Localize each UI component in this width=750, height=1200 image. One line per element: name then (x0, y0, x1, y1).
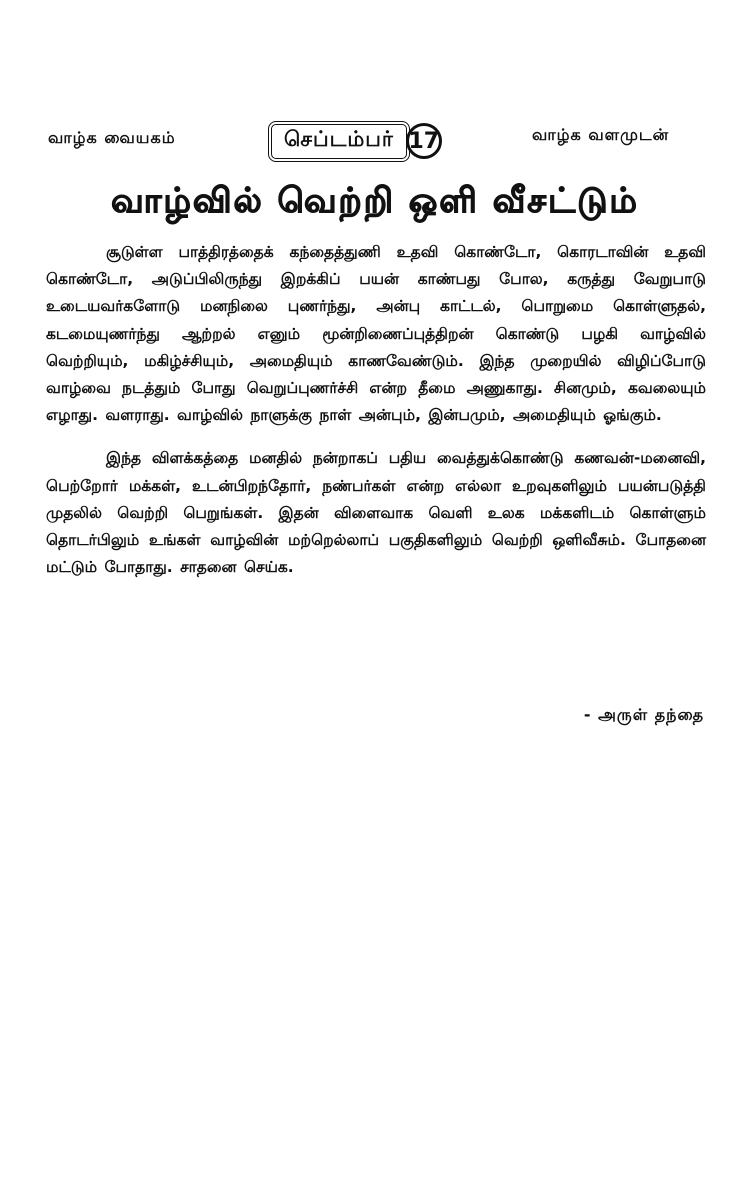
author-signature: - அருள் தந்தை (583, 705, 704, 724)
paragraph-1: சூடுள்ள பாத்திரத்தைக் கந்தைத்துணி உதவி கொண்டோ, கொரடாவின் உதவி கொண்டோ, அடுப்பிலிருந்து இறக்கிப் பயன் காண்பது போல, கருத்து வேறுபாடு உடையவர்களோடு மனநிலை புணர்ந்து, அன்பு காட்டல், பொறுமை கொள்ளுதல், கடமையுணர்ந்து ஆற்றல் எனும் மூன்றிணைப்புத்திறன் கொண்டு பழகி வாழ்வில் வெற்றியும், மகிழ்ச்சியும், அமைதியும் காணவேண்டும். இந்த முறையில் விழிப்போடு வாழ்வை நடத்தும் போது வெறுப்புணர்ச்சி என்ற தீமை அணுகாது. சினமும், கவலையும் எழாது. வளராது. வாழ்வில் நாளுக்கு நாள் அன்பும், இன்பமும், அமைதியும் ஓங்கும். (46, 243, 706, 425)
date-badge (268, 121, 442, 161)
header-right-greeting: வாழ்க வளமுடன் (532, 125, 670, 144)
day-number: 17 (406, 123, 442, 159)
page-title: வாழ்வில் வெற்றி ஒளி வீசட்டும் (111, 181, 639, 221)
paragraph-2: இந்த விளக்கத்தை மனதில் நன்றாகப் பதிய வைத்துக்கொண்டு கணவன்-மனைவி, பெற்றோர் மக்கள், உடன்பிறந்தோர், நண்பர்கள் என்ற எல்லா உறவுகளிலும் பயன்படுத்தி முதலில் வெற்றி பெறுங்கள். இதன் விளைவாக வெளி உலக மக்களிடம் கொள்ளும் தொடர்பிலும் உங்கள் வாழ்வின் மற்றெல்லாப் பகுதிகளிலும் வெற்றி ஒளிவீசும். போதனை மட்டும் போதாது. சாதனை செய்க. (46, 449, 706, 577)
month-label: செப்டம்பர் (268, 121, 410, 162)
body-text (46, 239, 706, 597)
header-left-greeting: வாழ்க வையகம் (48, 128, 176, 147)
